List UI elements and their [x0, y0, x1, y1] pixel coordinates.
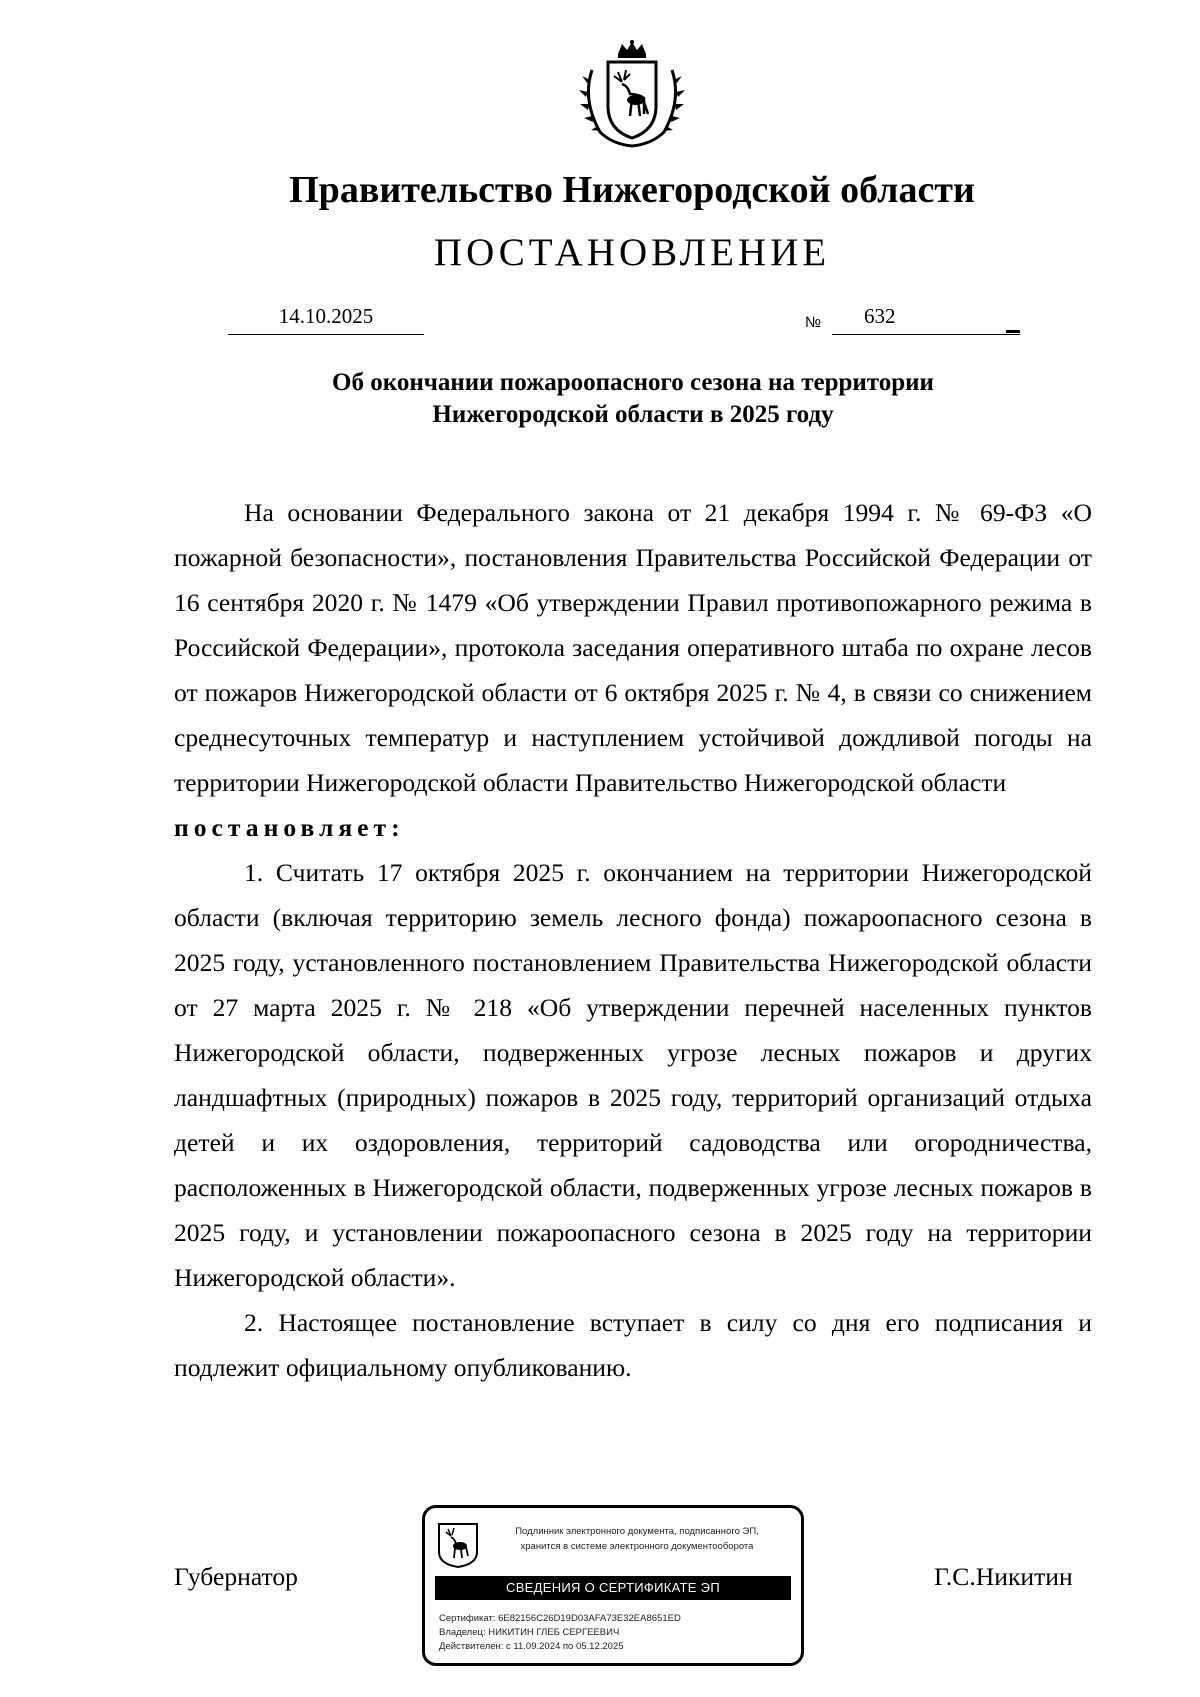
document-number: 632 — [864, 304, 896, 328]
stamp-validity: Действителен: с 11.09.2024 по 05.12.2025 — [439, 1641, 624, 1652]
document-type: ПОСТАНОВЛЕНИЕ — [433, 231, 831, 274]
stamp-owner: Владелец: НИКИТИН ГЛЕБ СЕРГЕЕВИЧ — [439, 1627, 620, 1638]
document-date: 14.10.2025 — [278, 304, 374, 328]
decree-word: постановляет: — [174, 813, 405, 842]
stamp-certificate: Сертификат: 6E82156C26D19D03AFA73E32EA8651ED — [439, 1613, 681, 1624]
signer-name: Г.С.Никитин — [934, 1562, 1073, 1591]
stamp-certificate-info — [439, 1612, 681, 1654]
stamp-note-line-1: Подлинник электронного документа, подписанного ЭП, — [515, 1526, 759, 1537]
government-name: Правительство Нижегородской области — [289, 169, 975, 211]
number-label: № — [805, 314, 822, 331]
coat-of-arms-icon — [572, 40, 692, 150]
document-body — [174, 490, 1092, 1390]
title-line-1: Об окончании пожароопасного сезона на территории — [332, 369, 934, 396]
number-underline-tail — [1006, 330, 1020, 333]
stamp-header-bar: СВЕДЕНИЯ О СЕРТИФИКАТЕ ЭП — [435, 1576, 791, 1600]
date-field — [228, 304, 424, 335]
number-field — [832, 304, 1020, 335]
item-1-paragraph: 1. Считать 17 октября 2025 г. окончанием на территории Нижегородской области (включая территорию земель лесного фонда) пожароопасного сезона в 2025 году, установленного постановлением Правительства Нижегородской области от 27 марта 2025 г. № 218 «Об утверждении перечней населенных пунктов Нижегородской области, подверженных угрозе лесных пожаров и других ландшафтных (природных) пожаров в 2025 году, территорий организаций отдыха детей и их оздоровления, территорий садоводства или огородничества, расположенных в Нижегородской области, подверженных угрозе лесных пожаров в 2025 году, и установлении пожароопасного сезона в 2025 году на территории Нижегородской области». — [174, 858, 1092, 1292]
stamp-note — [487, 1524, 787, 1554]
item-2-paragraph: 2. Настоящее постановление вступает в силу со дня его подписания и подлежит официальному опубликованию. — [174, 1308, 1092, 1382]
signer-position: Губернатор — [174, 1562, 298, 1591]
preamble-paragraph: На основании Федерального закона от 21 декабря 1994 г. № 69-ФЗ «О пожарной безопасности», постановления Правительства Российской Федерации от 16 сентября 2020 г. № 1479 «Об утверждении Правил противопожарного режима в Российской Федерации», протокола заседания оперативного штаба по охране лесов от пожаров Нижегородской области от 6 октября 2025 г. № 4, в связи со снижением среднесуточных температур и наступлением устойчивой дождливой погоды на территории Нижегородской области Правительство Нижегородской области — [174, 498, 1092, 797]
title-line-2: Нижегородской области в 2025 году — [432, 401, 834, 428]
stamp-note-line-2: хранится в системе электронного документооборота — [520, 1541, 754, 1552]
deer-emblem-icon — [437, 1522, 479, 1568]
e-signature-stamp — [422, 1505, 804, 1666]
document-title — [174, 367, 1092, 431]
